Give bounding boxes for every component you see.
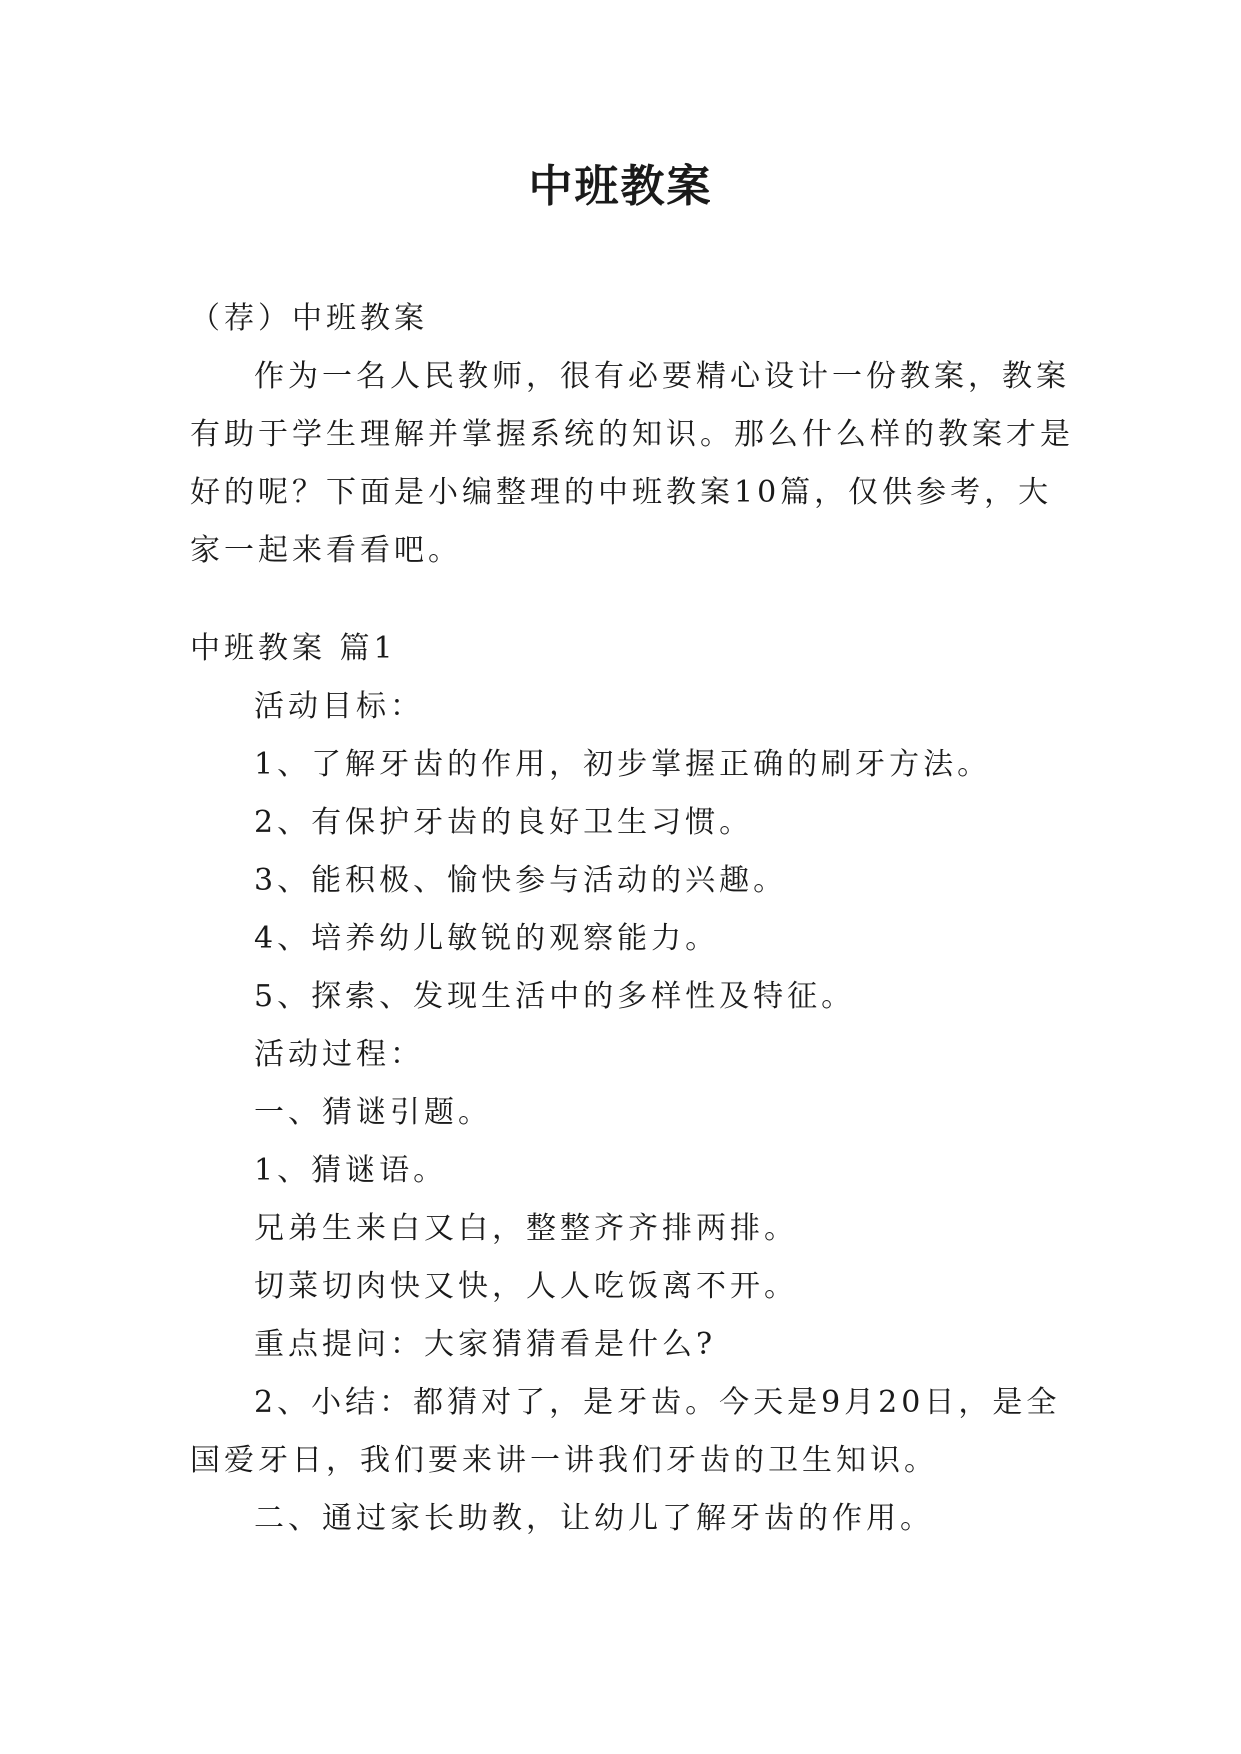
lesson-line: 兄弟生来白又白，整整齐齐排两排。 [254,1211,798,1246]
summary-line: 国爱牙日，我们要来讲一讲我们牙齿的卫生知识。 [190,1443,938,1478]
lesson-line: 1、猜谜语。 [254,1153,448,1188]
lesson-line: 1、了解牙齿的作用，初步掌握正确的刷牙方法。 [254,747,992,782]
lesson-line-last: 二、通过家长助教，让幼儿了解牙齿的作用。 [254,1501,934,1536]
intro-line: 有助于学生理解并掌握系统的知识。那么什么样的教案才是 [190,417,1074,452]
intro-line: 作为一名人民教师，很有必要精心设计一份教案，教案 [254,359,1070,394]
lesson-line: 5、探索、发现生活中的多样性及特征。 [254,979,856,1014]
lesson-line: 4、培养幼儿敏锐的观察能力。 [254,921,720,956]
subtitle: （荐）中班教案 [190,301,428,336]
intro-paragraph [190,348,1074,580]
summary-paragraph [190,1374,1061,1490]
lesson-line: 3、能积极、愉快参与活动的兴趣。 [254,863,788,898]
lesson-lines [190,678,1052,1374]
summary-line: 2、小结：都猜对了，是牙齿。今天是9月20日，是全 [254,1385,1061,1420]
lesson-line: 2、有保护牙齿的良好卫生习惯。 [254,805,754,840]
section-heading: 中班教案 篇1 [190,631,397,666]
lesson-line: 重点提问：大家猜猜看是什么? [254,1327,717,1362]
document-title: 中班教案 [528,161,713,212]
lesson-line: 切菜切肉快又快，人人吃饭离不开。 [254,1269,798,1304]
intro-line: 家一起来看看吧。 [190,533,462,568]
lesson-line: 一、猜谜引题。 [254,1095,492,1130]
lesson-line: 活动过程： [254,1037,424,1072]
lesson-line: 活动目标： [254,689,424,724]
intro-line: 好的呢？下面是小编整理的中班教案10篇，仅供参考，大 [190,475,1053,510]
document-body [190,290,1074,1548]
